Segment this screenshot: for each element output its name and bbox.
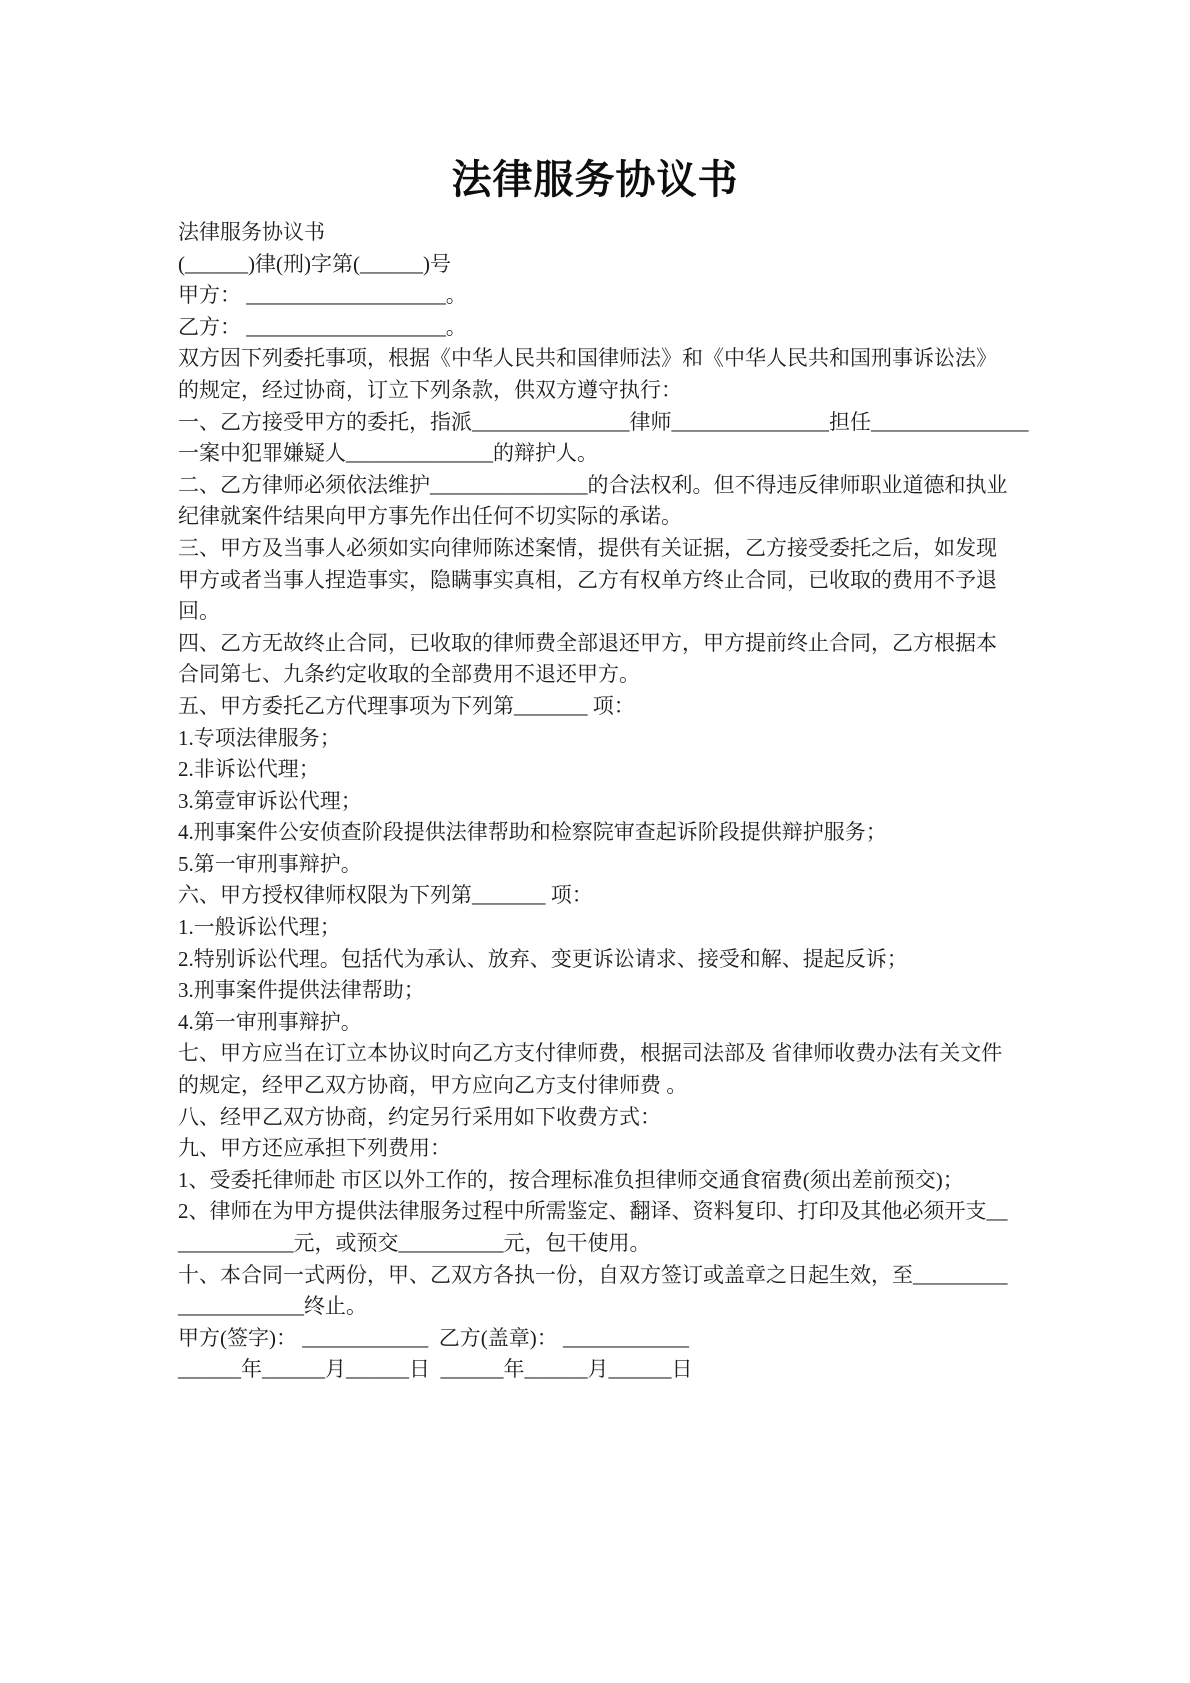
clause-6-heading: 六、甲方授权律师权限为下列第_______ 项： <box>178 883 593 908</box>
clause-9-item-2-line-2: ___________元，或预交__________元，包干使用。 <box>178 1231 651 1255</box>
clause-3-line-2: 甲方或者当事人捏造事实，隐瞒事实真相，乙方有权单方终止合同，已收取的费用不予退 <box>178 567 997 592</box>
preamble-line-1: 双方因下列委托事项，根据《中华人民共和国律师法》和《中华人民共和国刑事诉讼法》 <box>178 346 997 371</box>
clause-2-line-1: 二、乙方律师必须依法维护_______________的合法权利。但不得违反律师职业道德和执业 <box>178 472 1008 497</box>
date-line: ______年______月______日 ______年______月______日 <box>178 1357 693 1382</box>
document-body <box>178 217 1058 1386</box>
clause-1-line-1: 一、乙方接受甲方的委托，指派_______________律师_______________担任_______________ <box>178 409 1029 434</box>
clause-3-line-1: 三、甲方及当事人必须如实向律师陈述案情，提供有关证据，乙方接受委托之后，如发现 <box>178 535 997 560</box>
clause-5-item-4: 4.刑事案件公安侦查阶段提供法律帮助和检察院审查起诉阶段提供辩护服务； <box>178 820 887 845</box>
document-subtitle-line: 法律服务协议书 <box>178 220 325 244</box>
clause-9-heading: 九、甲方还应承担下列费用： <box>178 1136 451 1161</box>
signature-line: 甲方(签字)： ____________ 乙方(盖章)： ____________ <box>178 1325 689 1350</box>
clause-5-item-1: 1.专项法律服务； <box>178 725 341 750</box>
clause-6-item-3: 3.刑事案件提供法律帮助； <box>178 978 425 1003</box>
clause-3-line-3: 回。 <box>178 599 220 624</box>
clause-9-item-2-line-1: 2、律师在为甲方提供法律服务过程中所需鉴定、翻译、资料复印、打印及其他必须开支__ <box>178 1199 1008 1224</box>
clause-10-line-1: 十、本合同一式两份，甲、乙双方各执一份，自双方签订或盖章之日起生效，至_________ <box>178 1262 1008 1287</box>
clause-7-line-1: 七、甲方应当在订立本协议时向乙方支付律师费，根据司法部及 省律师收费办法有关文件 <box>178 1041 1003 1066</box>
clause-5-heading: 五、甲方委托乙方代理事项为下列第_______ 项： <box>178 693 635 718</box>
preamble-line-2: 的规定，经过协商，订立下列条款，供双方遵守执行： <box>178 377 682 402</box>
clause-9-item-1: 1、受委托律师赴 市区以外工作的，按合理标准负担律师交通食宿费(须出差前预交)； <box>178 1167 964 1192</box>
clause-5-item-3: 3.第壹审诉讼代理； <box>178 788 362 813</box>
document-title: 法律服务协议书 <box>451 157 739 202</box>
clause-2-line-2: 纪律就案件结果向甲方事先作出任何不切实际的承诺。 <box>178 504 682 529</box>
clause-6-item-4: 4.第一审刑事辩护。 <box>178 1009 362 1034</box>
clause-4-line-1: 四、乙方无故终止合同，已收取的律师费全部退还甲方，甲方提前终止合同，乙方根据本 <box>178 630 997 655</box>
clause-5-item-2: 2.非诉讼代理； <box>178 757 320 782</box>
clause-6-item-1: 1.一般诉讼代理； <box>178 915 341 940</box>
clause-10-line-2: ____________终止。 <box>178 1294 367 1319</box>
clause-1-line-2: 一案中犯罪嫌疑人______________的辩护人。 <box>178 441 598 466</box>
clause-4-line-2: 合同第七、九条约定收取的全部费用不退还甲方。 <box>178 662 640 687</box>
party-b-line: 乙方： ___________________。 <box>178 314 467 339</box>
clause-7-line-2: 的规定，经甲乙双方协商，甲方应向乙方支付律师费 。 <box>178 1073 688 1098</box>
clause-8-line: 八、经甲乙双方协商，约定另行采用如下收费方式： <box>178 1104 661 1129</box>
contract-number-line: (______)律(刑)字第(______)号 <box>178 251 451 276</box>
party-a-line: 甲方： ___________________。 <box>178 283 467 308</box>
clause-5-item-5: 5.第一审刑事辩护。 <box>178 851 362 876</box>
clause-6-item-2: 2.特别诉讼代理。包括代为承认、放弃、变更诉讼请求、接受和解、提起反诉； <box>178 946 908 971</box>
